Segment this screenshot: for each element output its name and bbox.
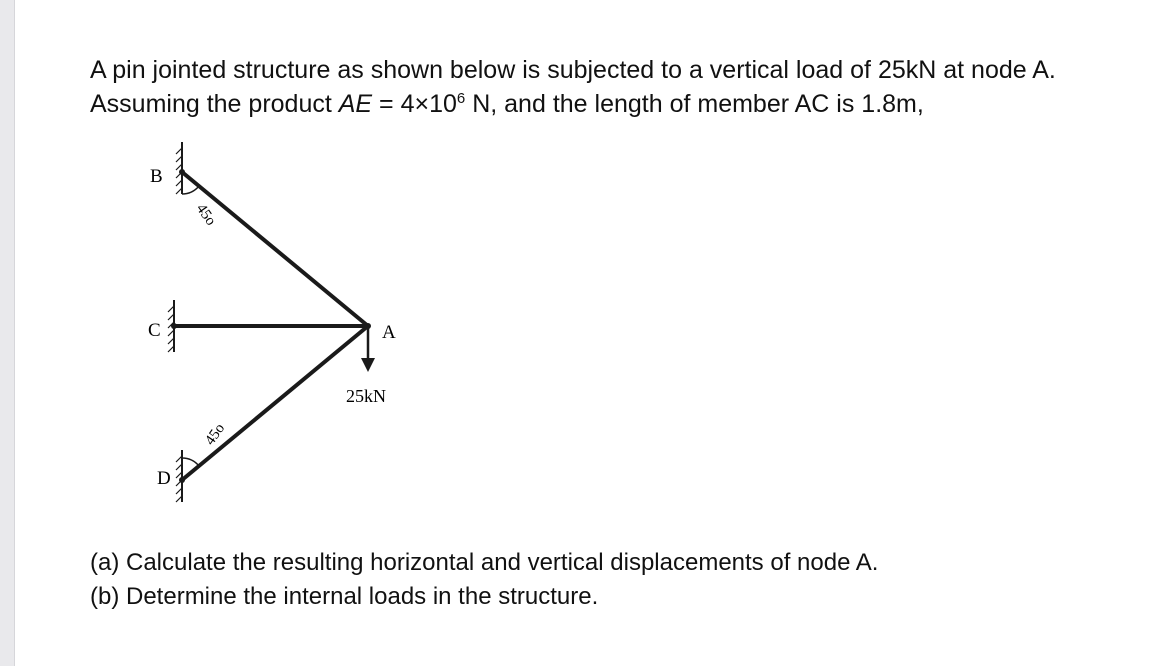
angle-label-bottom: 45o: [202, 420, 229, 449]
node-label-c: C: [148, 320, 161, 341]
ae-value: = 4×10: [372, 90, 457, 118]
node-label-d: D: [157, 468, 171, 489]
node-label-a: A: [382, 322, 396, 343]
angle-arc-bottom: [182, 458, 199, 466]
load-arrow-head: [361, 358, 375, 372]
problem-statement: [90, 53, 1056, 121]
ae-symbol: AE: [338, 90, 373, 118]
intro-line-2-end: N, and the length of member AC is 1.8m,: [465, 90, 924, 118]
load-label: 25kN: [346, 386, 386, 406]
intro-line-2: [90, 87, 1056, 121]
page-left-edge: [0, 0, 14, 666]
pin-d: [179, 477, 185, 483]
question-a: (a) Calculate the resulting horizontal and vertical displacements of node A.: [90, 549, 879, 576]
angle-label-top: 45o: [192, 201, 219, 229]
intro-line-1: A pin jointed structure as shown below is subjected to a vertical load of 25kN at node A.: [90, 56, 1056, 84]
question-b: (b) Determine the internal loads in the structure.: [90, 583, 599, 610]
angle-arc-top: [182, 186, 199, 194]
member-ba: [182, 172, 368, 326]
pin-c: [171, 323, 177, 329]
page-left-edge-line: [14, 0, 15, 666]
pin-b: [179, 169, 185, 175]
member-da: [182, 326, 368, 480]
intro-line-2-start: Assuming the product: [90, 90, 339, 118]
questions: [90, 546, 878, 614]
ae-exponent: 6: [456, 90, 466, 107]
node-label-b: B: [150, 166, 163, 187]
truss-diagram: [130, 130, 420, 520]
